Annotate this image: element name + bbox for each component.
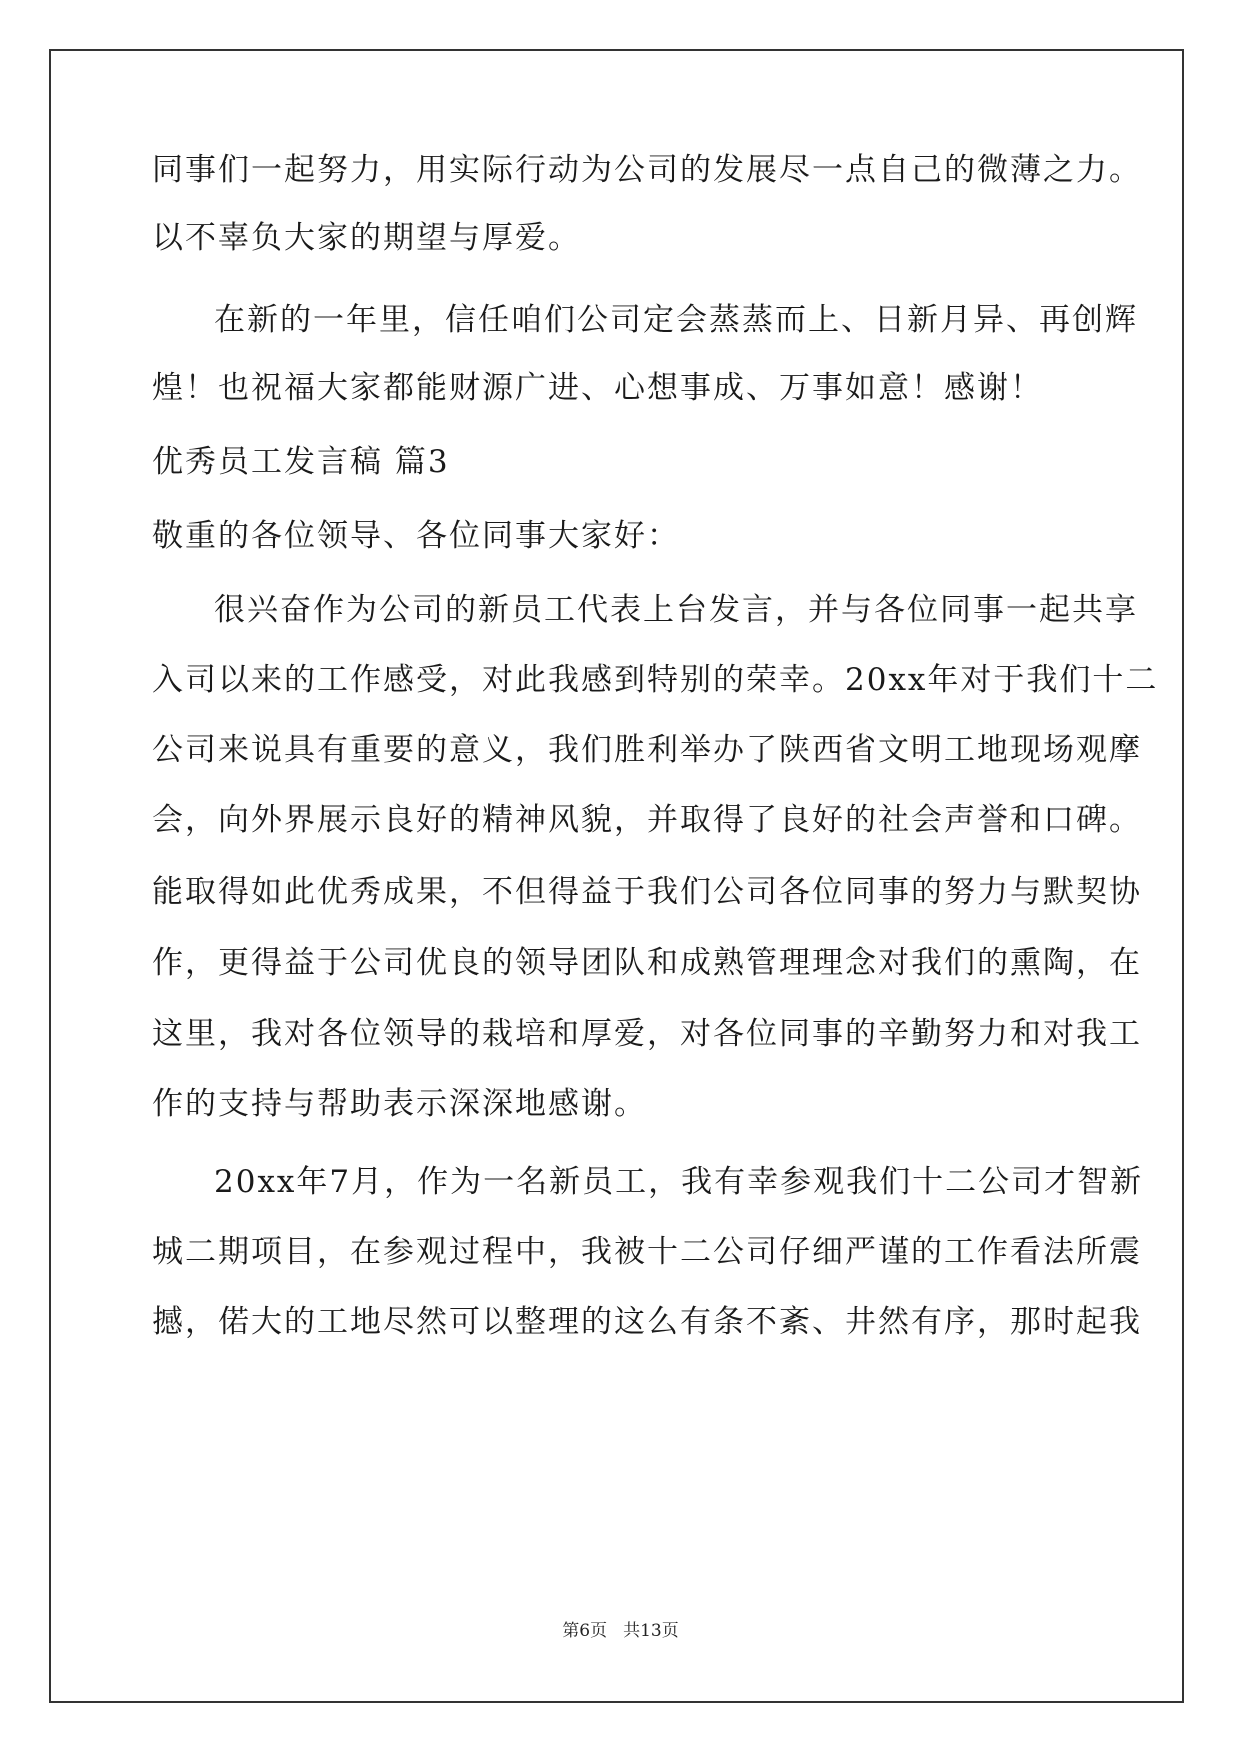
- text-line: 以不辜负大家的期望与厚爱。: [152, 220, 581, 256]
- page-footer: [0, 1616, 1241, 1641]
- text-line: 同事们一起努力，用实际行动为公司的发展尽一点自己的微薄之力。: [152, 152, 1142, 188]
- text-line: 能取得如此优秀成果，不但得益于我们公司各位同事的努力与默契协: [152, 874, 1142, 910]
- text-line: 作的支持与帮助表示深深地感谢。: [152, 1086, 647, 1122]
- page-number: 第6页: [562, 1621, 608, 1641]
- text-line: 20xx年7月，作为一名新员工，我有幸参观我们十二公司才智新: [214, 1164, 1144, 1200]
- text-line: 在新的一年里，信任咱们公司定会蒸蒸而上、日新月异、再创辉: [214, 302, 1138, 338]
- text-line: 煌！也祝福大家都能财源广进、心想事成、万事如意！感谢！: [152, 370, 1043, 406]
- salutation: 敬重的各位领导、各位同事大家好：: [152, 518, 680, 554]
- text-line: 很兴奋作为公司的新员工代表上台发言，并与各位同事一起共享: [214, 592, 1138, 628]
- text-line: 公司来说具有重要的意义，我们胜利举办了陕西省文明工地现场观摩: [152, 732, 1142, 768]
- text-line: 这里，我对各位领导的栽培和厚爱，对各位同事的辛勤努力和对我工: [152, 1016, 1142, 1052]
- text-line: 入司以来的工作感受，对此我感到特别的荣幸。20xx年对于我们十二: [152, 662, 1159, 698]
- text-line: 城二期项目，在参观过程中，我被十二公司仔细严谨的工作看法所震: [152, 1234, 1142, 1270]
- text-line: 撼，偌大的工地尽然可以整理的这么有条不紊、井然有序，那时起我: [152, 1304, 1142, 1340]
- text-line: 会，向外界展示良好的精神风貌，并取得了良好的社会声誉和口碑。: [152, 802, 1142, 838]
- text-line: 作，更得益于公司优良的领导团队和成熟管理理念对我们的熏陶，在: [152, 945, 1142, 981]
- section-heading: 优秀员工发言稿 篇3: [152, 444, 450, 480]
- page-total: 共13页: [623, 1621, 679, 1641]
